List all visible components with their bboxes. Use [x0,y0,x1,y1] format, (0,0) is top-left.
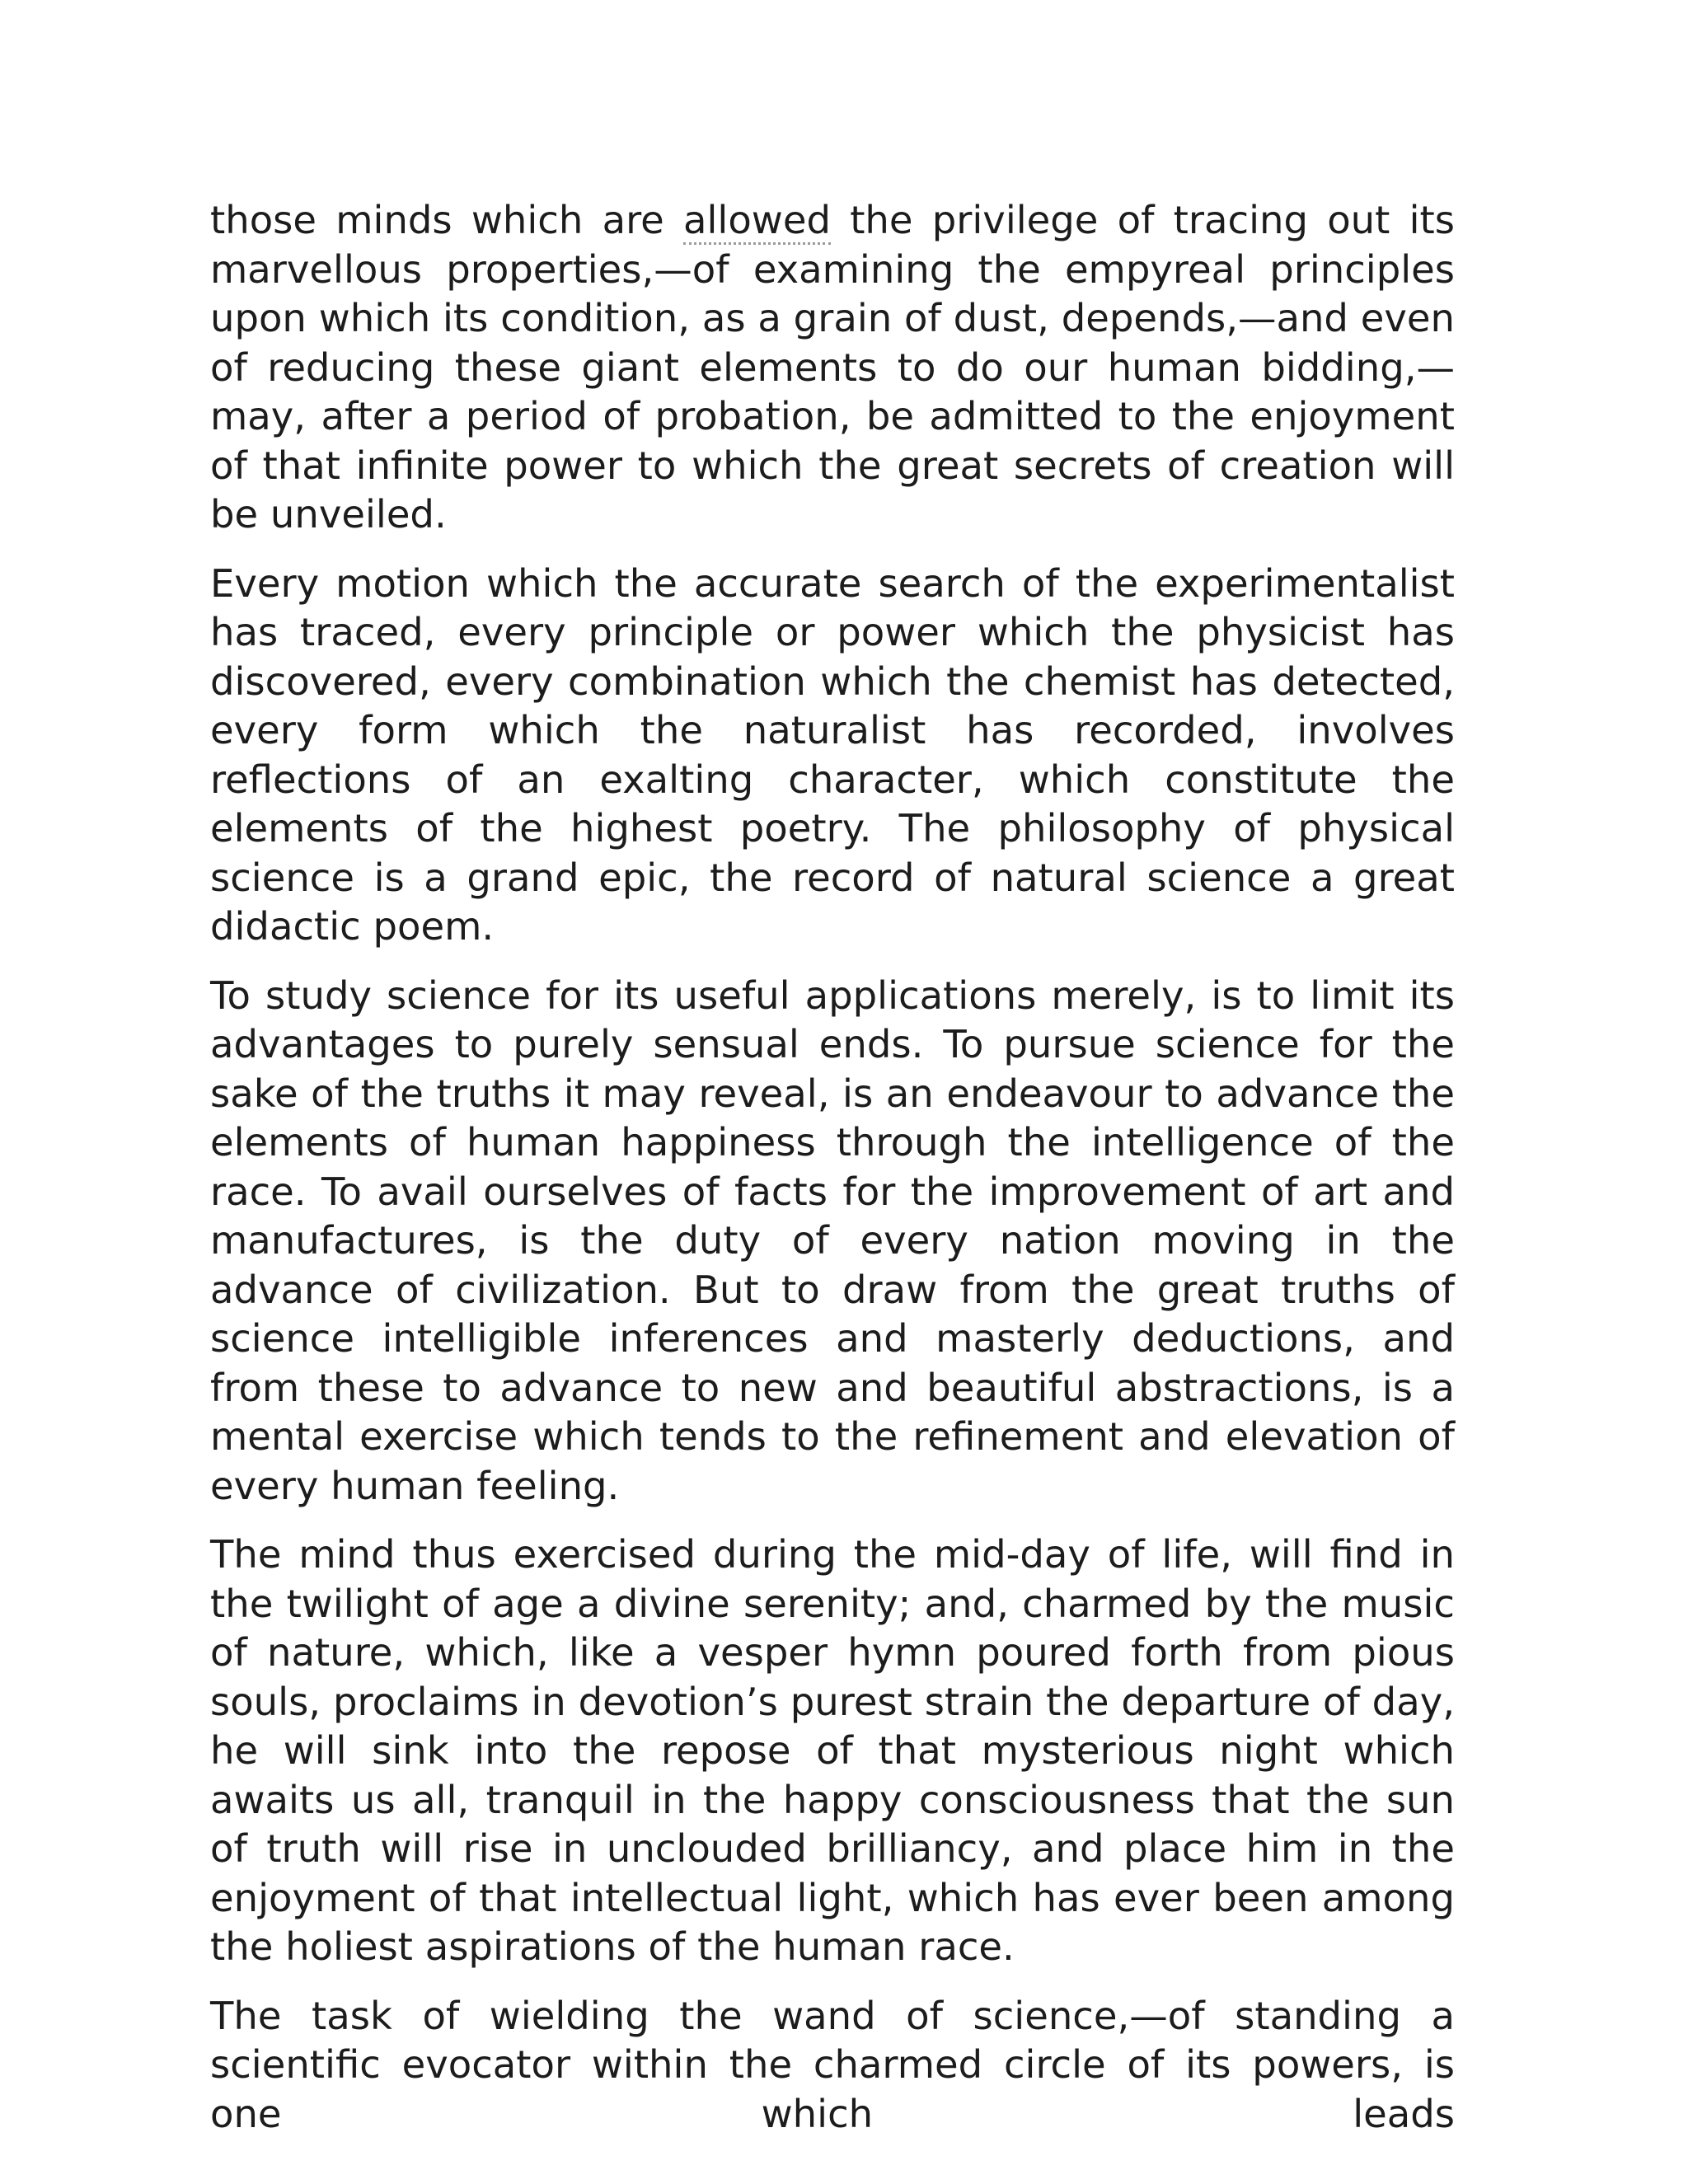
paragraph-2: Every motion which the accurate search of the experimentalist has traced, every principle or power which the physicist has discovered, every combination which the chemist has detected, every form which the naturalist has recorded, involves reflections of an exalting character, which constitute the elements of the highest poetry. The philosophy of physical science is a grand epic, the record of natural science a great didactic poem. [210,560,1455,949]
paragraph-1-start: those minds which are [210,198,684,242]
paragraph-1 [210,196,1455,540]
paragraph-3: To study science for its useful applications merely, is to limit its advantages to purely sensual ends. To pursue science for the sake of the truths it may reveal, is an endeavour to advance the elements of human happiness through the intelligence of the race. To avail ourselves of facts for the improvement of art and manufactures, is the duty of every nation moving in the advance of civilization. But to draw from the great truths of science intelligible inferences and masterly deductions, and from these to advance to new and beautiful abstractions, is a mental exercise which tends to the refinement and elevation of every human feeling. [210,972,1455,1508]
paragraph-1-rest: the privilege of tracing out its marvellous properties,—of examining the empyreal principles upon which its condition, as a grain of dust, depends,—and even of reducing these giant elements to do our human bidding,—may, after a period of probation, be admitted to the enjoyment of that infinite power to which the great secrets of creation will be unveiled. [210,198,1455,537]
paragraph-5: The task of wielding the wand of science,—of standing a scientific evocator within the charmed circle of its powers, is one which leads [210,1993,1455,2136]
annotated-word-link[interactable]: allowed [683,198,831,245]
paragraph-4: The mind thus exercised during the mid-day of life, will find in the twilight of age a divine serenity; and, charmed by the music of nature, which, like a vesper hymn poured forth from pious souls, proclaims in devotion’s purest strain the departure of day, he will sink into the repose of that mysterious night which awaits us all, tranquil in the happy consciousness that the sun of truth will rise in unclouded brilliancy, and place him in the enjoyment of that intellectual light, which has ever been among the holiest aspirations of the human race. [210,1532,1455,1969]
document-page [210,196,1455,2158]
